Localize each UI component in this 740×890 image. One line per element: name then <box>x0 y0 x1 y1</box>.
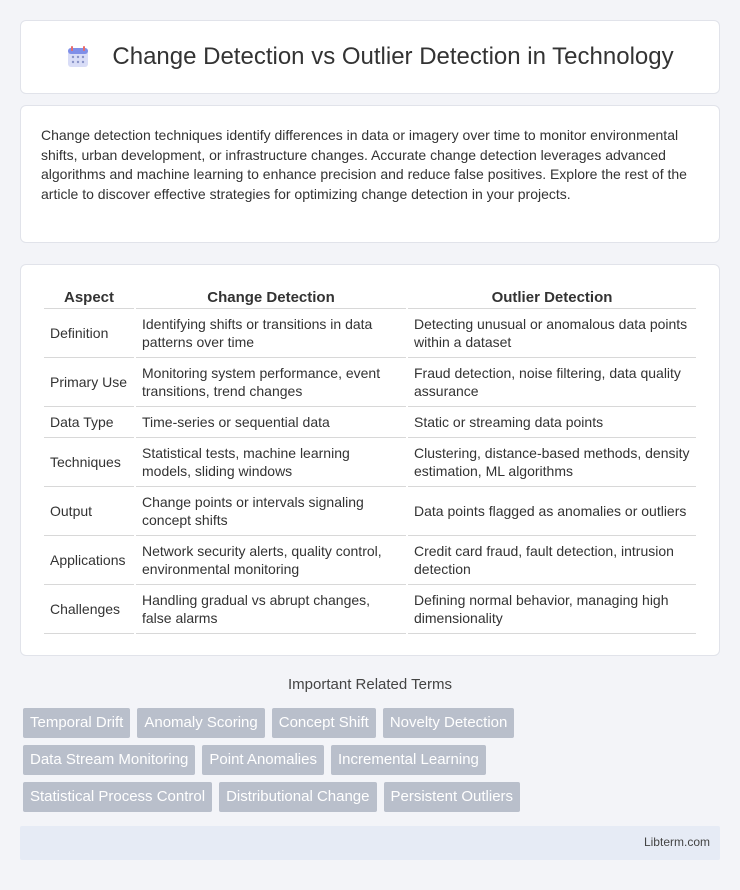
tag-row <box>23 745 723 775</box>
cell-outlier: Defining normal behavior, managing high dimensionality <box>408 585 696 634</box>
comparison-table <box>42 283 698 634</box>
footer-site-link[interactable]: Libterm.com <box>643 835 710 849</box>
footer <box>20 826 720 860</box>
tag-point-anomalies[interactable]: Point Anomalies <box>202 745 324 775</box>
tag-row <box>23 708 723 738</box>
intro-card <box>20 105 720 243</box>
cell-change: Monitoring system performance, event transitions, trend changes <box>136 358 406 407</box>
table-row <box>44 438 696 487</box>
cell-aspect: Applications <box>44 536 134 585</box>
tag-statistical-process-control[interactable]: Statistical Process Control <box>23 782 212 812</box>
calendar-icon <box>66 45 90 69</box>
cell-aspect: Output <box>44 487 134 536</box>
tag-anomaly-scoring[interactable]: Anomaly Scoring <box>137 708 264 738</box>
table-row <box>44 536 696 585</box>
cell-aspect: Primary Use <box>44 358 134 407</box>
tag-novelty-detection[interactable]: Novelty Detection <box>383 708 515 738</box>
page-title: Change Detection vs Outlier Detection in Technology <box>112 43 674 70</box>
cell-aspect: Definition <box>44 309 134 358</box>
title-card <box>20 20 720 94</box>
header-outlier-detection: Outlier Detection <box>408 283 696 309</box>
tag-temporal-drift[interactable]: Temporal Drift <box>23 708 130 738</box>
table-row <box>44 309 696 358</box>
cell-aspect: Techniques <box>44 438 134 487</box>
cell-change: Time-series or sequential data <box>136 407 406 438</box>
intro-paragraph: Change detection techniques identify differences in data or imagery over time to monitor environmental shifts, urban development, or infrastructure changes. Accurate change detection leverages advanced algorithms and machine learning to enhance precision and reduce false positives. Explore the rest of the article to discover effective strategies for optimizing change detection in your projects. <box>41 127 687 202</box>
tag-persistent-outliers[interactable]: Persistent Outliers <box>384 782 521 812</box>
cell-outlier: Static or streaming data points <box>408 407 696 438</box>
comparison-card <box>20 264 720 656</box>
related-terms-heading: Important Related Terms <box>288 676 452 693</box>
tag-incremental-learning[interactable]: Incremental Learning <box>331 745 486 775</box>
cell-change: Identifying shifts or transitions in data patterns over time <box>136 309 406 358</box>
table-row <box>44 487 696 536</box>
cell-change: Statistical tests, machine learning models, sliding windows <box>136 438 406 487</box>
related-terms <box>23 708 723 819</box>
table-row <box>44 585 696 634</box>
header-aspect: Aspect <box>44 283 134 309</box>
table-row <box>44 358 696 407</box>
cell-outlier: Data points flagged as anomalies or outliers <box>408 487 696 536</box>
cell-outlier: Fraud detection, noise filtering, data quality assurance <box>408 358 696 407</box>
cell-outlier: Detecting unusual or anomalous data points within a dataset <box>408 309 696 358</box>
table-row <box>44 407 696 438</box>
tag-row <box>23 782 723 812</box>
tag-data-stream-monitoring[interactable]: Data Stream Monitoring <box>23 745 195 775</box>
cell-aspect: Challenges <box>44 585 134 634</box>
header-change-detection: Change Detection <box>136 283 406 309</box>
cell-change: Network security alerts, quality control, environmental monitoring <box>136 536 406 585</box>
cell-change: Handling gradual vs abrupt changes, false alarms <box>136 585 406 634</box>
cell-aspect: Data Type <box>44 407 134 438</box>
tag-distributional-change[interactable]: Distributional Change <box>219 782 376 812</box>
tag-concept-shift[interactable]: Concept Shift <box>272 708 376 738</box>
cell-outlier: Clustering, distance-based methods, density estimation, ML algorithms <box>408 438 696 487</box>
cell-outlier: Credit card fraud, fault detection, intrusion detection <box>408 536 696 585</box>
cell-change: Change points or intervals signaling concept shifts <box>136 487 406 536</box>
